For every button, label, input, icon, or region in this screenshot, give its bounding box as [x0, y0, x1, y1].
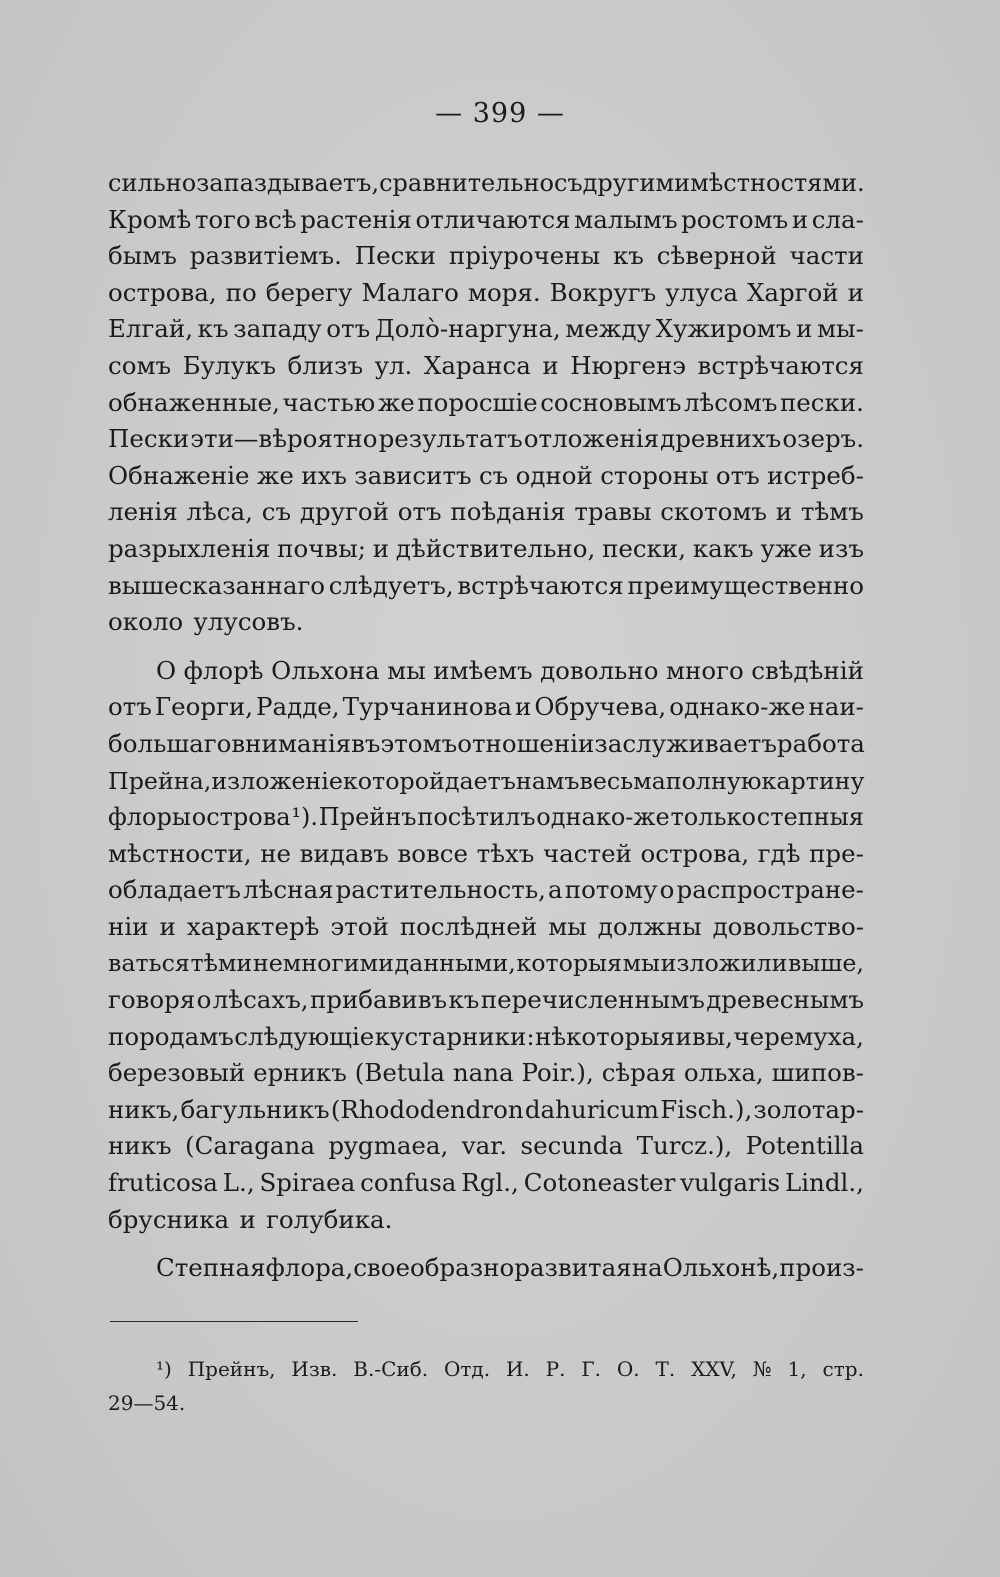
word: много	[665, 655, 744, 685]
text-line	[108, 348, 864, 385]
word: кустарники:	[374, 1021, 535, 1051]
word: какъ	[692, 533, 754, 563]
word: этой	[330, 911, 389, 941]
word: видавъ	[299, 838, 389, 868]
word: Rgl.,	[461, 1168, 519, 1198]
text-line	[108, 689, 864, 726]
word: довольство-	[712, 911, 864, 941]
word: мы	[548, 911, 587, 941]
text-line	[108, 1165, 864, 1202]
word: наи-	[808, 692, 864, 722]
word: 29—54.	[108, 1391, 186, 1415]
text-line	[108, 458, 864, 495]
word: зависитъ	[354, 460, 472, 490]
word: не	[260, 838, 292, 868]
word: багульникъ	[180, 1094, 330, 1124]
word: стороны	[600, 460, 709, 490]
footnote-line	[108, 1352, 864, 1386]
word: (Rhododendron	[330, 1094, 524, 1124]
word: травы	[574, 497, 652, 527]
word: nana	[452, 1058, 514, 1088]
word: Турчанинова	[342, 692, 513, 722]
paragraph	[108, 653, 864, 1239]
word: растенія	[300, 204, 412, 234]
word: Кромѣ	[108, 204, 192, 234]
word: vulgaris	[680, 1168, 781, 1198]
word: черемуха,	[733, 1021, 864, 1051]
word: ленія	[108, 497, 178, 527]
word: весьма	[579, 766, 666, 795]
word: улуса	[665, 277, 738, 307]
word: Прейна,	[108, 766, 212, 795]
footnote-divider	[110, 1321, 358, 1322]
word: съ	[478, 460, 509, 490]
word: о	[196, 985, 212, 1015]
word: Пески	[108, 424, 190, 454]
word: выше,	[788, 949, 864, 978]
word: pygmaea,	[328, 1131, 449, 1161]
word: лѣсная	[243, 875, 334, 905]
word: должны	[597, 911, 702, 941]
word: Малаго	[361, 277, 459, 307]
word: шипов-	[771, 1058, 864, 1088]
word: березовый	[108, 1058, 246, 1088]
word: Вокругъ	[549, 277, 657, 307]
word: породамъ	[108, 1021, 234, 1051]
word: съ	[261, 497, 292, 527]
word: стр.	[822, 1357, 864, 1381]
word: скотомъ	[660, 497, 767, 527]
word: ¹)	[156, 1357, 172, 1381]
word: прибавивъ	[309, 985, 448, 1015]
word: моря.	[467, 277, 541, 307]
text-line	[108, 1055, 864, 1092]
word: и	[847, 277, 864, 307]
word: около	[108, 607, 184, 637]
word: гдѣ	[757, 838, 801, 868]
word: флора,	[265, 1253, 354, 1283]
word: къ	[612, 241, 644, 271]
word: флоры	[108, 803, 191, 832]
word: берегу	[265, 277, 353, 307]
word: въ	[351, 728, 381, 758]
word: характерѣ	[186, 911, 320, 941]
word: большаго	[108, 728, 232, 758]
word: же	[256, 460, 294, 490]
text-line	[108, 202, 864, 239]
text-line	[108, 799, 864, 836]
word: Булукъ	[182, 350, 276, 380]
word: изъ	[818, 533, 864, 563]
word: острова,	[108, 277, 217, 307]
word: запаздываетъ,	[196, 169, 380, 197]
word: развитая	[514, 1253, 632, 1283]
word: Изв.	[291, 1357, 338, 1381]
word: растительность,	[335, 875, 546, 905]
word: dahuricum	[524, 1094, 659, 1124]
word: сильно	[108, 169, 197, 197]
paragraph	[108, 165, 864, 641]
word: Г.	[581, 1357, 601, 1381]
word: confusa	[360, 1168, 457, 1198]
word: развитіемъ.	[189, 241, 342, 271]
word: малымъ	[574, 204, 678, 234]
word: вниманія	[231, 728, 352, 758]
text-line	[108, 275, 864, 312]
word: поѣданія	[450, 497, 566, 527]
word: имѣемъ	[433, 655, 533, 685]
word: Хужиромъ	[655, 314, 792, 344]
word: Spiraea	[259, 1168, 356, 1198]
word: ваться	[108, 949, 190, 978]
word: и	[775, 497, 793, 527]
word: сравнительно	[379, 169, 554, 197]
word: отношеніи	[457, 728, 595, 758]
word: Нюргенэ	[570, 350, 687, 380]
text-line	[108, 763, 864, 800]
word: уже	[760, 533, 812, 563]
word: произ-	[779, 1253, 864, 1283]
word: же	[377, 387, 415, 417]
word: (Caragana	[185, 1131, 315, 1161]
word: №	[752, 1357, 772, 1381]
word: Poir.),	[521, 1058, 594, 1088]
word: потому	[564, 875, 658, 905]
word: а	[548, 875, 563, 905]
word: и	[542, 350, 559, 380]
word: Радде,	[256, 692, 340, 722]
word: западу	[233, 314, 322, 344]
word: на	[631, 1253, 663, 1283]
word: заслуживаетъ	[594, 728, 777, 758]
word: ¹).	[291, 803, 318, 832]
footnote-line	[108, 1386, 864, 1420]
word: довольно	[540, 655, 659, 685]
word: улусовъ.	[193, 607, 304, 637]
word: острова,	[640, 838, 750, 868]
word: озеръ.	[782, 424, 864, 454]
word: обнаженные,	[108, 387, 280, 417]
word: отъ	[715, 460, 760, 490]
word: немногими	[252, 949, 394, 978]
text-line	[108, 568, 864, 605]
word: ерникъ	[253, 1058, 347, 1088]
word: var.	[461, 1131, 508, 1161]
word: своеобразно	[353, 1253, 515, 1283]
word: по	[225, 277, 257, 307]
word: (Betula	[354, 1058, 445, 1088]
word: о	[659, 875, 675, 905]
text-line	[108, 165, 864, 202]
text-line	[108, 945, 864, 982]
word: преимущественно	[627, 570, 864, 600]
word: Харгой	[746, 277, 839, 307]
word: нѣкоторыя	[535, 1021, 676, 1051]
word: частью	[282, 387, 376, 417]
word: къ	[197, 314, 229, 344]
text-line	[108, 1019, 864, 1056]
word: одной	[515, 460, 593, 490]
word: другой	[299, 497, 389, 527]
text-line	[108, 238, 864, 275]
word: Fisch.),	[660, 1094, 753, 1124]
word: слѣдующіе	[234, 1021, 375, 1051]
text-line	[108, 836, 864, 873]
word: ихъ	[301, 460, 347, 490]
word: всѣ	[254, 204, 297, 234]
footnote	[108, 1352, 864, 1420]
word: И.	[505, 1357, 530, 1381]
word: сла-	[811, 204, 864, 234]
word: О	[156, 655, 177, 685]
word: отъ	[397, 497, 442, 527]
word: послѣдней	[399, 911, 538, 941]
word: тѣхъ	[476, 838, 535, 868]
word: никъ,	[108, 1094, 180, 1124]
word: и	[791, 204, 809, 234]
word: голубика.	[266, 1204, 393, 1234]
word: ул.	[374, 350, 413, 380]
text-line	[108, 982, 864, 1019]
word: однако-же	[536, 803, 670, 832]
word: вовсе	[397, 838, 469, 868]
word: бымъ	[108, 241, 177, 271]
text-line	[108, 1250, 864, 1287]
word: сѣверной	[656, 241, 777, 271]
word: посѣтилъ	[417, 803, 536, 832]
word: картину	[761, 766, 865, 795]
word: истреб-	[767, 460, 864, 490]
text-line	[108, 385, 864, 422]
word: Turcz.),	[636, 1131, 733, 1161]
word: ростомъ	[681, 204, 789, 234]
word: Обнаженіе	[108, 460, 250, 490]
word: fruticosa	[108, 1168, 218, 1198]
word: поросшіе	[417, 387, 538, 417]
word: отъ	[108, 692, 152, 722]
word: эти—вѣроятно	[190, 424, 378, 454]
word: вышесказаннаго	[108, 570, 326, 600]
word: В.-Сиб.	[353, 1357, 429, 1381]
word: распростране-	[676, 875, 864, 905]
word: и	[159, 911, 176, 941]
word: полную	[665, 766, 762, 795]
word: ольха,	[683, 1058, 764, 1088]
word: разрыхленія	[108, 533, 271, 563]
word: Пески	[354, 241, 436, 271]
word: перечисленнымъ	[480, 985, 705, 1015]
word: ивы,	[675, 1021, 733, 1051]
word: мы	[387, 655, 426, 685]
word: и	[796, 314, 813, 344]
word: и	[372, 533, 390, 563]
word: пріурочены	[448, 241, 601, 271]
text-line	[108, 494, 864, 531]
word: отложенія	[523, 424, 660, 454]
text-line	[108, 531, 864, 568]
word: дѣйствительно,	[395, 533, 596, 563]
word: результатъ	[378, 424, 523, 454]
word: того	[194, 204, 251, 234]
word: сосновымъ	[540, 387, 682, 417]
word: L.,	[222, 1168, 255, 1198]
text-line	[108, 421, 864, 458]
word: Т.	[655, 1357, 676, 1381]
word: даетъ	[444, 766, 516, 795]
text-line	[108, 1128, 864, 1165]
word: работа	[776, 728, 865, 758]
word: тѣмъ	[800, 497, 864, 527]
word: Доло̀-наргуна,	[374, 314, 561, 344]
text-line	[108, 1092, 864, 1129]
word: части	[789, 241, 864, 271]
word: встрѣчаются	[697, 350, 864, 380]
word: отъ	[326, 314, 371, 344]
word: степныя	[756, 803, 864, 832]
word: Обручева,	[534, 692, 667, 722]
word: изложили	[660, 949, 788, 978]
word: мы	[622, 949, 661, 978]
word: 1,	[787, 1357, 807, 1381]
word: встрѣчаются	[457, 570, 624, 600]
word: мы-	[817, 314, 864, 344]
text-line	[108, 604, 864, 641]
word: Ольхона	[271, 655, 380, 685]
word: только	[670, 803, 756, 832]
word: говоря	[108, 985, 196, 1015]
word: мѣстностями.	[690, 169, 865, 197]
word: Прейнъ,	[187, 1357, 276, 1381]
page-number: — 399 —	[435, 98, 565, 129]
word: ніи	[108, 911, 149, 941]
word: Георги,	[154, 692, 254, 722]
word: древнихъ	[660, 424, 782, 454]
word: Елгай,	[108, 314, 194, 344]
word: съ	[553, 169, 583, 197]
word: и	[515, 692, 532, 722]
word: О.	[616, 1357, 640, 1381]
word: Cotoneaster	[523, 1168, 676, 1198]
word: которыя	[516, 949, 623, 978]
word: однако-же	[669, 692, 806, 722]
word: XXV,	[691, 1357, 737, 1381]
text-line	[108, 909, 864, 946]
text-line	[108, 653, 864, 690]
word: которой	[342, 766, 445, 795]
word: брусника	[108, 1204, 230, 1234]
word: данными,	[394, 949, 516, 978]
word: и	[239, 1204, 256, 1234]
text-line	[108, 1202, 864, 1239]
word: Р.	[545, 1357, 566, 1381]
word: никъ	[108, 1131, 172, 1161]
word: лѣсахъ,	[212, 985, 309, 1015]
word: золотар-	[753, 1094, 864, 1124]
word: Отд.	[443, 1357, 491, 1381]
paragraph	[108, 1250, 864, 1287]
word: обладаетъ	[108, 875, 242, 905]
word: къ	[448, 985, 480, 1015]
word: древеснымъ	[706, 985, 864, 1015]
word: изложеніе	[211, 766, 343, 795]
word: близъ	[287, 350, 364, 380]
word: между	[565, 314, 651, 344]
word: Прейнъ	[318, 803, 417, 832]
word: отличаются	[415, 204, 571, 234]
word: почвы;	[277, 533, 366, 563]
text-line	[108, 311, 864, 348]
word: свѣдѣній	[751, 655, 864, 685]
word: этомъ	[380, 728, 458, 758]
word: мѣстности,	[108, 838, 252, 868]
word: лѣсомъ	[683, 387, 778, 417]
word: лѣса,	[186, 497, 253, 527]
word: слѣдуетъ,	[328, 570, 454, 600]
word: Lindl.,	[784, 1168, 864, 1198]
text-line	[108, 726, 864, 763]
word: другими	[582, 169, 691, 197]
word: Potentilla	[745, 1131, 864, 1161]
word: сѣрая	[601, 1058, 676, 1088]
word: пески.	[779, 387, 864, 417]
word: флорѣ	[183, 655, 264, 685]
word: secunda	[520, 1131, 624, 1161]
text-line	[108, 872, 864, 909]
word: Степная	[156, 1253, 266, 1283]
body-text	[108, 165, 864, 1287]
word: Харанса	[423, 350, 531, 380]
word: Ольхонѣ,	[662, 1253, 780, 1283]
word: пре-	[809, 838, 864, 868]
word: частей	[542, 838, 632, 868]
word: острова	[191, 803, 291, 832]
word: пески,	[602, 533, 687, 563]
word: тѣми	[190, 949, 253, 978]
word: намъ	[515, 766, 580, 795]
word: сомъ	[108, 350, 172, 380]
